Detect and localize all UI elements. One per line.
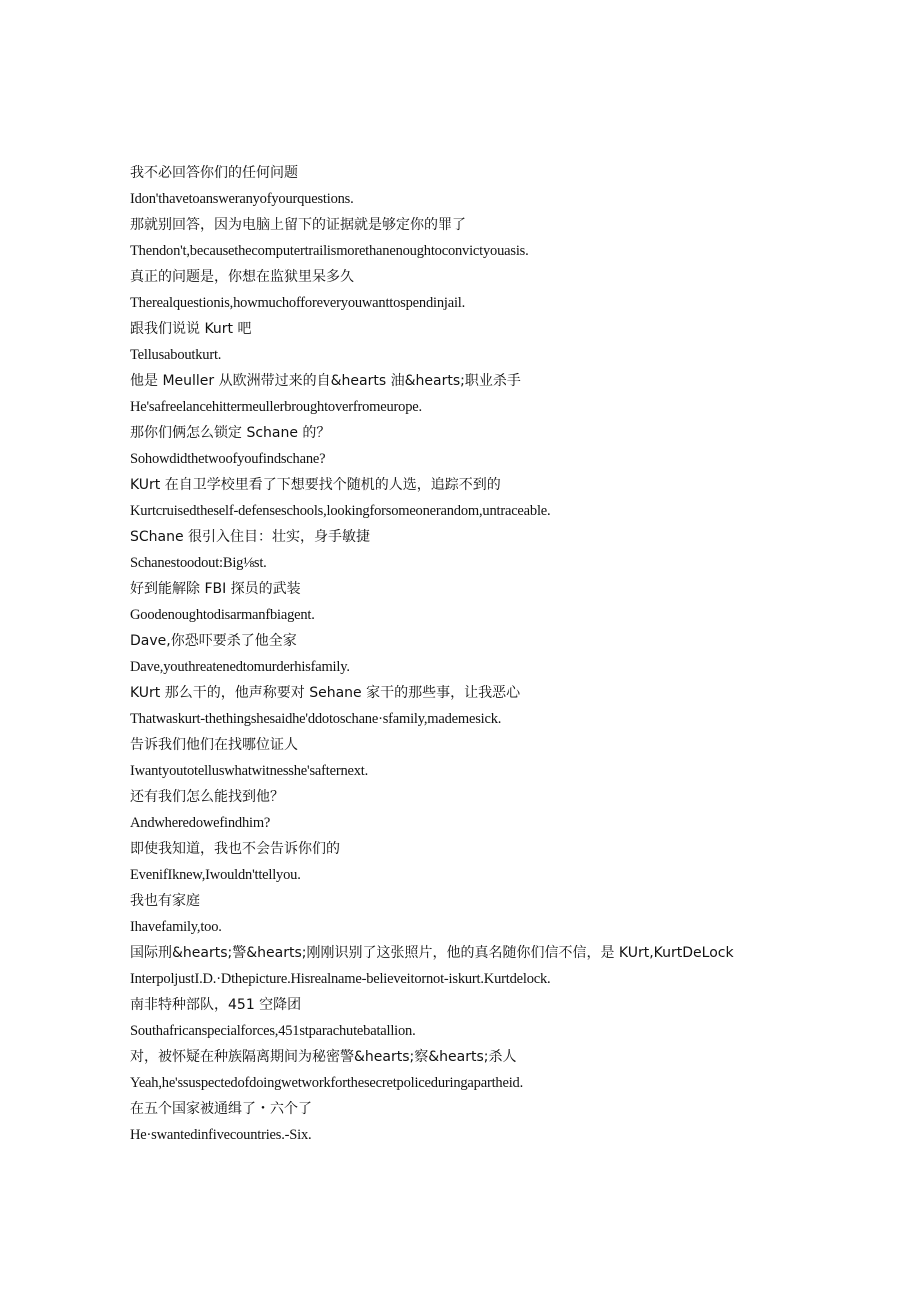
transcript-line-zh: 那就别回答，因为电脑上留下的证据就是够定你的罪了 — [130, 217, 466, 233]
transcript-line-en: Goodenoughtodisarmanfbiagent. — [130, 607, 315, 623]
transcript-line-en: Schanestoodout:Big⅛st. — [130, 555, 267, 571]
transcript-line-zh: SChane 很引入住目：壮实，身手敏捷 — [130, 529, 371, 545]
transcript-line-zh: 告诉我们他们在找哪位证人 — [130, 737, 298, 753]
transcript-line-en: Thatwaskurt-thethingshesaidhe'ddotoschane·sfamily,mademesick. — [130, 711, 502, 727]
transcript-line-en: He'safreelancehittermeullerbroughtoverfromeurope. — [130, 399, 422, 415]
transcript-line-zh: 那你们俩怎么锁定 Schane 的？ — [130, 425, 331, 441]
transcript-line-en: He·swantedinfivecountries.-Six. — [130, 1127, 312, 1143]
transcript-line-zh: 我不必回答你们的任何问题 — [130, 165, 298, 181]
subtitle-transcript — [130, 160, 890, 1148]
transcript-line-zh: 他是 Meuller 从欧洲带过来的自&hearts 油&hearts;职业杀手 — [130, 373, 521, 389]
transcript-line-en: Southafricanspecialforces,451stparachutebatallion. — [130, 1023, 416, 1039]
transcript-line-en: Andwheredowefindhim? — [130, 815, 271, 831]
transcript-line-en: Sohowdidthetwoofyoufindschane? — [130, 451, 326, 467]
transcript-line-en: Tellusaboutkurt. — [130, 347, 222, 363]
transcript-line-en: Dave,youthreatenedtomurderhisfamily. — [130, 659, 350, 675]
transcript-line-zh: 国际刑&hearts;警&hearts;刚刚识别了这张照片，他的真名随你们信不信，是 KUrt,KurtDeLock — [130, 945, 734, 961]
transcript-line-zh: KUrt 在自卫学校里看了下想要找个随机的人选，追踪不到的 — [130, 477, 501, 493]
transcript-line-en: Iwantyoutotelluswhatwitnesshe'safternext. — [130, 763, 369, 779]
transcript-line-zh: 跟我们说说 Kurt 吧 — [130, 321, 252, 337]
transcript-line-en: InterpoljustI.D.·Dthepicture.Hisrealname-believeitornot-iskurt.Kurtdelock. — [130, 971, 551, 987]
transcript-line-en: Kurtcruisedtheself-defenseschools,lookingforsomeonerandom,untraceable. — [130, 503, 551, 519]
transcript-line-en: Idon'thavetoansweranyofyourquestions. — [130, 191, 354, 207]
transcript-line-en: Ihavefamily,too. — [130, 919, 222, 935]
transcript-line-zh: 还有我们怎么能找到他？ — [130, 789, 284, 805]
transcript-line-zh: 对，被怀疑在种族隔离期间为秘密警&hearts;察&hearts;杀人 — [130, 1049, 517, 1065]
transcript-line-en: Thendon't,becausethecomputertrailismorethanenoughtoconvictyouasis. — [130, 243, 529, 259]
transcript-line-en: Therealquestionis,howmuchofforeveryouwanttospendinjail. — [130, 295, 466, 311]
transcript-line-zh: 南非特种部队，451 空降团 — [130, 997, 302, 1013]
transcript-line-zh: KUrt 那么干的，他声称要对 Sehane 家干的那些事，让我恶心 — [130, 685, 521, 701]
transcript-line-en: Yeah,he'ssuspectedofdoingwetworkforthesecretpoliceduringapartheid. — [130, 1075, 524, 1091]
transcript-line-zh: 即使我知道，我也不会告诉你们的 — [130, 841, 340, 857]
transcript-line-zh: 好到能解除 FBI 探员的武装 — [130, 581, 301, 597]
transcript-line-zh: 真正的问题是，你想在监狱里呆多久 — [130, 269, 354, 285]
transcript-line-zh: 在五个国家被通缉了・六个了 — [130, 1101, 312, 1117]
transcript-line-en: EvenifIknew,Iwouldn'ttellyou. — [130, 867, 301, 883]
transcript-line-zh: 我也有家庭 — [130, 893, 200, 909]
transcript-line-zh: Dave,你恐吓要杀了他全家 — [130, 633, 297, 649]
